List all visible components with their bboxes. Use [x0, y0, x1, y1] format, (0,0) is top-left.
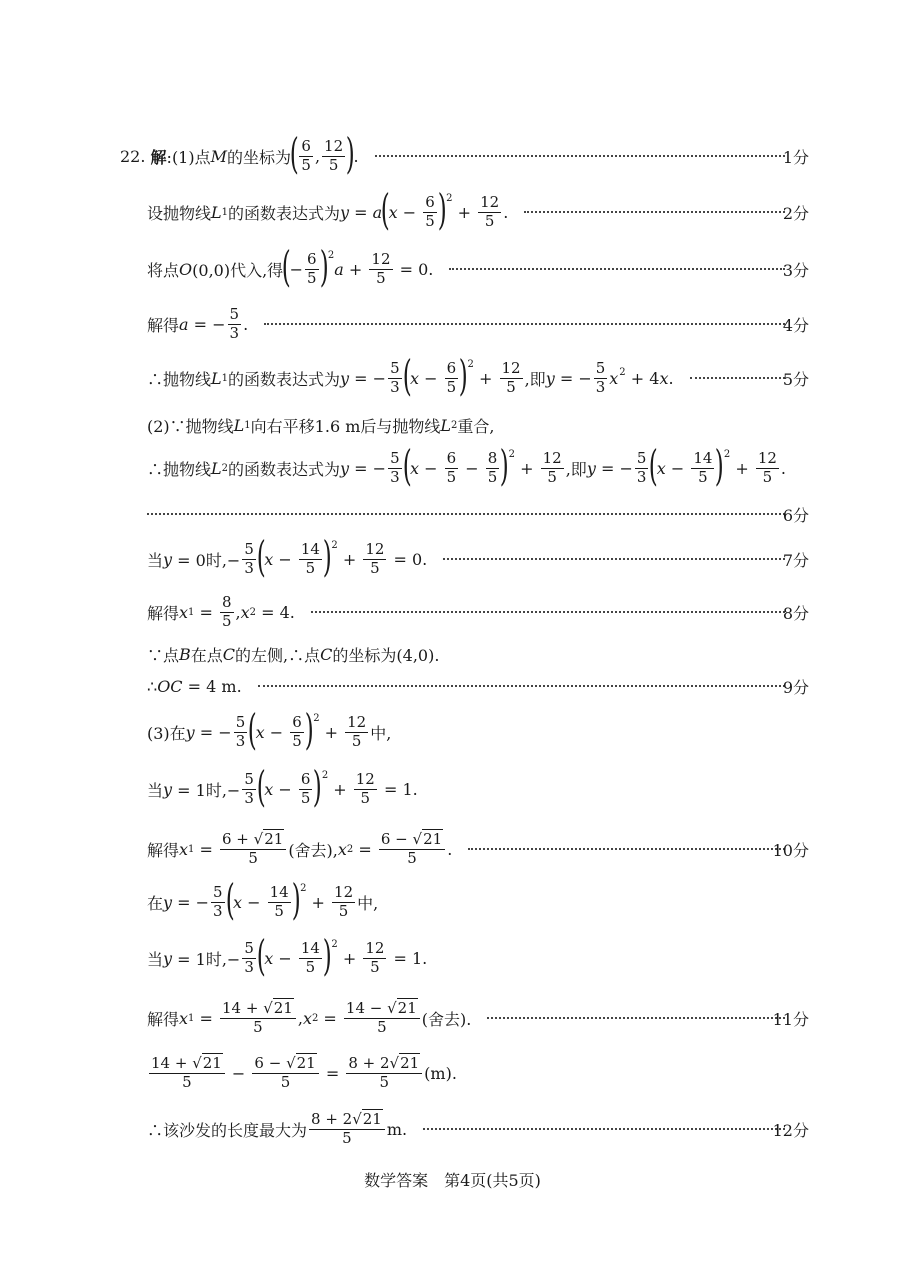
line-19-content: $\frac{14 + √21}{5}$ − $\frac{6 - √21}{5}$ = $\frac{8 + 2√21}{5}$ (m).	[151, 1053, 457, 1091]
line-4-content: 解得 a = − $\frac{5}{3}$ .	[147, 304, 249, 342]
solution-line-13	[147, 705, 795, 754]
solution-line-7	[147, 441, 793, 490]
leader-dots	[258, 685, 785, 687]
score-mark: 1分	[782, 147, 809, 167]
score-mark: 10分	[772, 840, 809, 860]
line-5-content: ∴抛物线 L 1 的函数表达式为 y = − $\frac{5}{3}$ ( x − $\frac{6}{5}$ ) 2 + $\frac{12}{5}$ ,即 y = − $\frac{5}{3}$ x 2 + 4 x .	[147, 351, 674, 400]
leader-dots	[449, 268, 785, 270]
solution-line-12	[147, 675, 809, 697]
line-2-content: 设抛物线 L 1 的函数表达式为 y = a ( x − $\frac{6}{5}$ ) 2 + $\frac{12}{5}$ .	[147, 185, 509, 234]
line-7-content: ∴抛物线 L 2 的函数表达式为 y = − $\frac{5}{3}$ ( x − $\frac{6}{5}$ − $\frac{8}{5}$ ) 2 + $\frac{12}{5}$ ,即 y = − $\frac{5}{3}$ ( x − $\frac{14}{5}$ ) 2 + $\frac{12}{5}$ .	[147, 441, 787, 490]
solution-line-19	[147, 1052, 795, 1094]
line-13-content: (3)在 y = − $\frac{5}{3}$ ( x − $\frac{6}{5}$ ) 2 + $\frac{12}{5}$ 中,	[147, 705, 392, 754]
solution-line-10	[147, 592, 809, 630]
line-15-content: 解得 x 1 = $\frac{6 + √21}{5}$ (舍去), x 2 = $\frac{6 - √21}{5}$ .	[147, 829, 453, 867]
line-10-content: 解得 x 1 = $\frac{8}{5}$ , x 2 = 4.	[147, 592, 295, 630]
score-mark: 7分	[782, 550, 809, 570]
score-mark: 8分	[782, 603, 809, 623]
leader-dots	[487, 1017, 785, 1019]
solution-line-16	[147, 875, 795, 924]
solution-line-14	[147, 762, 795, 811]
line-14-content: 当 y = 1时,− $\frac{5}{3}$ ( x − $\frac{6}{5}$ ) 2 + $\frac{12}{5}$ = 1.	[147, 762, 418, 811]
solution-line-5	[147, 351, 809, 400]
score-mark: 11分	[772, 1009, 809, 1029]
score-mark: 5分	[782, 369, 809, 389]
line-16-content: 在 y = − $\frac{5}{3}$ ( x − $\frac{14}{5}$ ) 2 + $\frac{12}{5}$ 中,	[147, 875, 379, 924]
line-11-content: ∵点 B 在点 C 的左侧,∴点 C 的坐标为(4,0).	[147, 644, 440, 665]
solution-line-8	[147, 503, 809, 525]
leader-dots	[443, 558, 785, 560]
solution-line-2	[147, 185, 809, 234]
score-mark: 9分	[782, 677, 809, 697]
line-1-content: 22. 解 :(1)点 M 的坐标为 ( $\frac{6}{5}$ , $\frac{12}{5}$ ) .	[120, 129, 359, 178]
solution-line-17	[147, 931, 795, 980]
leader-dots	[524, 211, 785, 213]
solution-line-20	[147, 1108, 809, 1150]
score-mark: 3分	[782, 260, 809, 280]
line-17-content: 当 y = 1时,− $\frac{5}{3}$ ( x − $\frac{14}{5}$ ) 2 + $\frac{12}{5}$ = 1.	[147, 931, 428, 980]
solution-line-3	[147, 242, 809, 291]
leader-dots	[311, 611, 785, 613]
score-mark: 4分	[782, 315, 809, 335]
score-mark: 12分	[772, 1120, 809, 1140]
solution-line-15	[147, 828, 809, 870]
solution-line-18	[147, 997, 809, 1039]
solution-line-6	[147, 414, 795, 436]
solution-line-11	[147, 643, 795, 665]
score-mark: 6分	[782, 505, 809, 525]
leader-dots	[423, 1128, 785, 1130]
line-3-content: 将点 O (0,0)代入,得 ( − $\frac{6}{5}$ ) 2 a + $\frac{12}{5}$ = 0.	[147, 242, 434, 291]
line-20-content: ∴该沙发的长度最大为 $\frac{8 + 2√21}{5}$ m.	[147, 1109, 408, 1147]
line-9-content: 当 y = 0时,− $\frac{5}{3}$ ( x − $\frac{14}{5}$ ) 2 + $\frac{12}{5}$ = 0.	[147, 532, 428, 581]
line-18-content: 解得 x 1 = $\frac{14 + √21}{5}$ , x 2 = $\frac{14 - √21}{5}$ (舍去).	[147, 998, 472, 1036]
leader-dots	[375, 155, 785, 157]
leader-dots	[264, 323, 785, 325]
leader-dots	[147, 513, 785, 515]
leader-dots	[468, 848, 785, 850]
solution-line-9	[147, 532, 809, 581]
line-6-content: (2)∵抛物线 L 1 向右平移1.6 m后与抛物线 L 2 重合,	[147, 415, 495, 436]
score-mark: 2分	[782, 203, 809, 223]
page-footer: 数学答案 第4页(共5页)	[364, 1171, 541, 1190]
solution-line-4	[147, 304, 809, 342]
solution-line-1	[120, 129, 809, 178]
line-12-content: ∴ OC = 4 m.	[147, 676, 242, 696]
